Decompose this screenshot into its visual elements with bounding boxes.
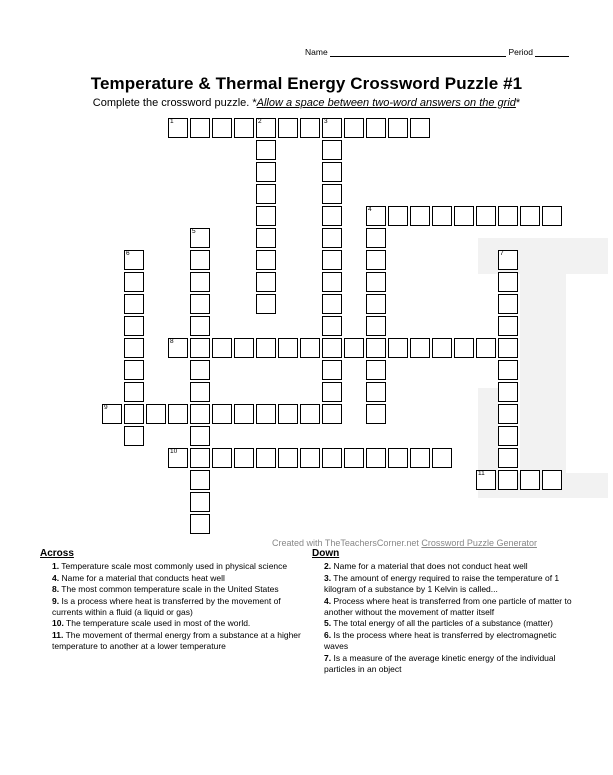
grid-cell[interactable] — [476, 338, 496, 358]
clue-item-number: 7. — [324, 652, 332, 663]
clue-item-text: Temperature scale most commonly used in physical science — [59, 561, 288, 572]
grid-cell[interactable] — [498, 294, 518, 314]
grid-cell[interactable] — [498, 360, 518, 380]
grid-cell[interactable] — [366, 316, 386, 336]
clue-item-number: 5. — [324, 618, 332, 629]
clue-number: 4 — [368, 206, 372, 213]
clue-item-text: Is a measure of the average kinetic energy of the individual particles in an object — [324, 652, 556, 675]
grid-cell[interactable] — [256, 140, 276, 160]
clue-item-number: 8. — [52, 584, 60, 595]
grid-cell[interactable] — [476, 470, 496, 490]
grid-cell[interactable] — [520, 206, 540, 226]
grid-cell[interactable] — [322, 316, 342, 336]
clue-item-text: Is the process where heat is transferred by electromagnetic waves — [324, 629, 557, 652]
instructions-text: Complete the crossword puzzle. * — [92, 97, 257, 109]
grid-cell[interactable] — [102, 404, 122, 424]
clue-item-number: 2. — [324, 561, 332, 572]
instructions-note: Allow a space between two-word answers on the grid — [256, 97, 516, 109]
grid-cell[interactable] — [322, 184, 342, 204]
grid-cell[interactable] — [366, 360, 386, 380]
grid-cell[interactable] — [168, 448, 188, 468]
credit-prefix: Created with TheTeachersCorner.net — [272, 538, 422, 548]
grid-cell[interactable] — [168, 338, 188, 358]
grid-cell[interactable] — [322, 404, 342, 424]
clue-item — [40, 573, 302, 584]
grid-cell[interactable] — [476, 206, 496, 226]
grid-cell[interactable] — [366, 206, 386, 226]
clue-item-text: Name for a material that conducts heat well — [59, 572, 225, 583]
grid-cell[interactable] — [190, 360, 210, 380]
clue-number: 10 — [170, 448, 178, 455]
grid-cell[interactable] — [124, 316, 144, 336]
grid-cell[interactable] — [410, 448, 430, 468]
grid-cell[interactable] — [388, 448, 408, 468]
grid-cell[interactable] — [124, 382, 144, 402]
grid-cell[interactable] — [124, 426, 144, 446]
grid-cell[interactable] — [322, 206, 342, 226]
clue-item-text: The amount of energy required to raise the temperature of 1 kilogram of a substance by 1 Kelvin is called... — [324, 572, 560, 595]
clue-number: 7 — [500, 250, 504, 257]
grid-cell[interactable] — [322, 338, 342, 358]
grid-cell[interactable] — [234, 404, 254, 424]
grid-cell[interactable] — [212, 404, 232, 424]
clue-item-number: 4. — [52, 572, 60, 583]
grid-cell[interactable] — [388, 206, 408, 226]
grid-cell[interactable] — [256, 228, 276, 248]
grid-cell[interactable] — [454, 206, 474, 226]
grid-cell[interactable] — [366, 294, 386, 314]
grid-cell[interactable] — [256, 338, 276, 358]
grid-cell[interactable] — [322, 118, 342, 138]
grid-cell[interactable] — [278, 338, 298, 358]
grid-cell[interactable] — [300, 118, 320, 138]
clue-number: 3 — [324, 118, 328, 125]
grid-cell[interactable] — [190, 228, 210, 248]
grid-cell[interactable] — [190, 404, 210, 424]
grid-cell[interactable] — [322, 162, 342, 182]
clue-item-text: The most common temperature scale in the United States — [59, 584, 279, 595]
grid-cell[interactable] — [256, 184, 276, 204]
clue-item — [312, 653, 582, 676]
grid-cell[interactable] — [498, 448, 518, 468]
grid-cell[interactable] — [256, 206, 276, 226]
clue-number: 6 — [126, 250, 130, 257]
grid-cell[interactable] — [190, 448, 210, 468]
clue-item-number: 9. — [52, 595, 60, 606]
grid-cell[interactable] — [322, 228, 342, 248]
grid-cell[interactable] — [256, 448, 276, 468]
grid-cell[interactable] — [410, 118, 430, 138]
grid-cell[interactable] — [322, 140, 342, 160]
clue-item — [40, 596, 302, 619]
grid-cell[interactable] — [498, 426, 518, 446]
clue-item — [40, 630, 302, 653]
grid-cell[interactable] — [498, 470, 518, 490]
generator-link[interactable]: Crossword Puzzle Generator — [421, 538, 537, 548]
grid-cell[interactable] — [300, 448, 320, 468]
clue-item — [40, 561, 302, 572]
grid-cell[interactable] — [190, 470, 210, 490]
grid-cell[interactable] — [542, 206, 562, 226]
grid-cell[interactable] — [190, 272, 210, 292]
grid-cell[interactable] — [366, 250, 386, 270]
page-title: Temperature & Thermal Energy Crossword Puzzle #1 — [90, 74, 523, 93]
grid-cell[interactable] — [190, 382, 210, 402]
clue-item-number: 4. — [324, 595, 332, 606]
grid-cell[interactable] — [498, 316, 518, 336]
name-label: Name — [305, 47, 328, 57]
grid-cell[interactable] — [366, 382, 386, 402]
grid-cell[interactable] — [388, 338, 408, 358]
grid-cell[interactable] — [124, 250, 144, 270]
clue-item — [312, 561, 582, 572]
grid-cell[interactable] — [432, 338, 452, 358]
grid-cell[interactable] — [366, 272, 386, 292]
clue-item — [40, 618, 302, 629]
grid-cell[interactable] — [322, 360, 342, 380]
grid-cell[interactable] — [212, 338, 232, 358]
grid-cell[interactable] — [124, 294, 144, 314]
grid-cell[interactable] — [366, 448, 386, 468]
grid-cell[interactable] — [256, 118, 276, 138]
grid-cell[interactable] — [498, 272, 518, 292]
grid-cell[interactable] — [190, 316, 210, 336]
down-heading: Down — [312, 548, 340, 559]
grid-cell[interactable] — [278, 404, 298, 424]
clue-number: 9 — [104, 404, 108, 411]
grid-cell[interactable] — [410, 338, 430, 358]
grid-cell[interactable] — [278, 118, 298, 138]
clue-number: 8 — [170, 338, 174, 345]
clue-item — [312, 596, 582, 619]
grid-cell[interactable] — [190, 338, 210, 358]
grid-cell[interactable] — [520, 470, 540, 490]
grid-cell[interactable] — [256, 404, 276, 424]
down-list — [312, 561, 582, 675]
grid-cell[interactable] — [322, 448, 342, 468]
clue-item-text: Process where heat is transferred from one particle of matter to another without the movement of matter itself — [324, 595, 572, 618]
grid-cell[interactable] — [256, 294, 276, 314]
grid-cell[interactable] — [388, 118, 408, 138]
clue-item-text: The movement of thermal energy from a substance at a higher temperature to another at a lower temperature — [52, 629, 301, 652]
grid-cell[interactable] — [344, 448, 364, 468]
grid-cell[interactable] — [410, 206, 430, 226]
across-list — [40, 561, 302, 652]
grid-cell[interactable] — [190, 492, 210, 512]
grid-cell[interactable] — [498, 206, 518, 226]
grid-cell[interactable] — [124, 360, 144, 380]
grid-cell[interactable] — [256, 250, 276, 270]
grid-cell[interactable] — [124, 404, 144, 424]
grid-cell[interactable] — [366, 228, 386, 248]
clue-item — [312, 618, 582, 629]
period-label: Period — [508, 47, 534, 57]
clue-item — [312, 630, 582, 653]
clue-item-text: Name for a material that does not conduct heat well — [331, 561, 528, 572]
clue-number: 5 — [192, 228, 196, 235]
grid-cell[interactable] — [146, 404, 166, 424]
clue-item-text: Is a process where heat is transferred by the movement of currents within a fluid (a liquid or gas) — [52, 595, 281, 618]
grid-cell[interactable] — [190, 514, 210, 534]
grid-cell[interactable] — [300, 338, 320, 358]
grid-cell[interactable] — [432, 448, 452, 468]
grid-cell[interactable] — [344, 118, 364, 138]
clue-number: 2 — [258, 118, 262, 125]
clue-item — [40, 584, 302, 595]
grid-cell[interactable] — [498, 382, 518, 402]
grid-cell[interactable] — [234, 448, 254, 468]
grid-cell[interactable] — [190, 250, 210, 270]
grid-cell[interactable] — [498, 338, 518, 358]
grid-cell[interactable] — [322, 272, 342, 292]
grid-cell[interactable] — [190, 294, 210, 314]
grid-cell[interactable] — [190, 426, 210, 446]
clue-item-text: The total energy of all the particles of a substance (matter) — [331, 618, 553, 629]
grid-cell[interactable] — [322, 382, 342, 402]
grid-cell[interactable] — [124, 272, 144, 292]
grid-cell[interactable] — [234, 338, 254, 358]
grid-cell[interactable] — [432, 206, 452, 226]
clue-item-number: 10. — [52, 618, 64, 629]
grid-cell[interactable] — [168, 404, 188, 424]
grid-cell[interactable] — [124, 338, 144, 358]
clue-item — [312, 573, 582, 596]
clue-number: 1 — [170, 118, 174, 125]
grid-cell[interactable] — [366, 338, 386, 358]
clue-item-number: 3. — [324, 572, 332, 583]
grid-cell[interactable] — [322, 294, 342, 314]
grid-cell[interactable] — [234, 118, 254, 138]
grid-cell[interactable] — [454, 338, 474, 358]
grid-cell[interactable] — [366, 118, 386, 138]
clue-number: 11 — [478, 470, 485, 477]
instructions-tail: * — [515, 97, 521, 109]
across-clues — [40, 548, 302, 653]
grid-cell[interactable] — [322, 250, 342, 270]
clue-item-number: 11. — [52, 629, 64, 640]
clue-item-number: 1. — [52, 561, 60, 572]
grid-cell[interactable] — [300, 404, 320, 424]
grid-cell[interactable] — [344, 338, 364, 358]
clue-item-number: 6. — [324, 629, 332, 640]
down-clues — [312, 548, 582, 675]
grid-cell[interactable] — [498, 404, 518, 424]
grid-cell[interactable] — [256, 272, 276, 292]
grid-cell[interactable] — [256, 162, 276, 182]
grid-cell[interactable] — [212, 448, 232, 468]
across-heading: Across — [40, 548, 74, 559]
grid-cell[interactable] — [278, 448, 298, 468]
grid-cell[interactable] — [190, 118, 210, 138]
grid-cell[interactable] — [498, 250, 518, 270]
grid-cell[interactable] — [542, 470, 562, 490]
grid-cell[interactable] — [366, 404, 386, 424]
grid-cell[interactable] — [212, 118, 232, 138]
grid-cell[interactable] — [168, 118, 188, 138]
clue-item-text: The temperature scale used in most of the world. — [63, 618, 251, 629]
credit-line — [272, 538, 537, 548]
